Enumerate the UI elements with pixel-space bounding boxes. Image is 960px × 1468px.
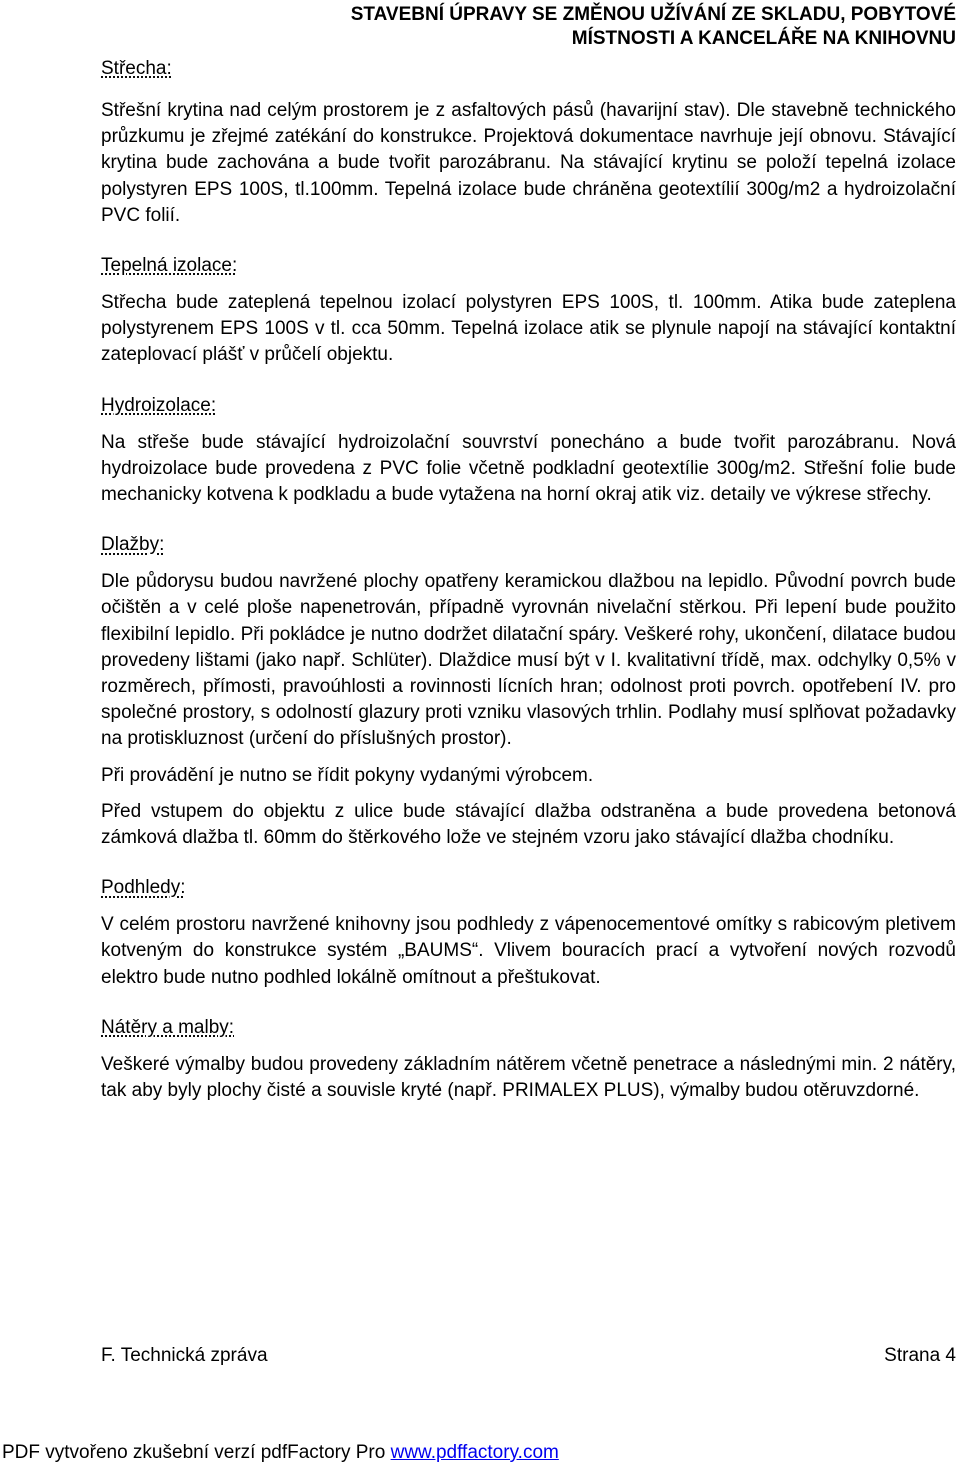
section-text-podhledy: V celém prostoru navržené knihovny jsou podhledy z vápenocementové omítky s rabicovým pletivem kotveným do konstrukce systém „BAUMS“. Vlivem bouracích prací a vytvoření nových rozvodů elektro bude nutno podhled lokálně omítnout a přeštukovat.: [101, 914, 956, 988]
document-header: [196, 3, 956, 51]
pdf-creator-link[interactable]: www.pdffactory.com: [390, 1442, 559, 1463]
section-heading-natery: Nátěry a malby:: [101, 1016, 235, 1038]
section-heading-dlazby: Dlažby:: [101, 534, 165, 556]
footer-document-name: F. Technická zpráva: [101, 1345, 268, 1366]
header-title-line-1: STAVEBNÍ ÚPRAVY SE ZMĚNOU UŽÍVÁNÍ ZE SKLADU, POBYTOVÉ: [350, 4, 956, 25]
section-heading-hydroizolace: Hydroizolace:: [101, 394, 217, 416]
section-text-hydroizolace: Na střeše bude stávající hydroizolační souvrství ponecháno a bude tvořit parozábranu. Nová hydroizolace bude provedena z PVC folie včetně podkladní geotextílie 300g/m2. Střešní folie bude mechanicky kotvena k podkladu a bude vytažena na horní okraj atik viz. detaily ve výkrese střechy.: [101, 431, 956, 506]
header-title-line-2: MÍSTNOSTI A KANCELÁŘE NA KNIHOVNU: [571, 28, 956, 49]
section-text-dlazby-3: Před vstupem do objektu z ulice bude stávající dlažba odstraněna a bude provedena betonová zámková dlažba tl. 60mm do štěrkového lože ve stejném vzoru jako stávající dlažba chodníku.: [101, 800, 956, 849]
section-heading-tepelna-izolace: Tepelná izolace:: [101, 255, 238, 277]
section-heading-podhledy: Podhledy:: [101, 877, 186, 899]
section-text-natery: Veškeré výmalby budou provedeny základním nátěrem včetně penetrace a následnými min. 2 nátěry, tak aby byly plochy čisté a souvisle kryté (např. PRIMALEX PLUS), výmalby budou otěruvzdorné.: [101, 1053, 956, 1102]
footer-page-number: Strana 4: [884, 1345, 956, 1366]
section-text-strecha: Střešní krytina nad celým prostorem je z asfaltových pásů (havarijní stav). Dle stavebně technického průzkumu je zřejmé zatékání do konstrukce. Projektová dokumentace navrhuje její obnovu. Stávající krytina bude zachována a bude tvořit parozábranu. Na stávající krytinu se položí tepelná izolace polystyren EPS 100S, tl.100mm. Tepelná izolace bude chráněna geotextílií 300g/m2 a hydroizolační PVC folií.: [101, 100, 956, 226]
section-heading-strecha: Střecha:: [101, 58, 172, 79]
section-text-dlazby-2: Při provádění je nutno se řídit pokyny vydanými výrobcem.: [101, 764, 594, 786]
section-text-tepelna-izolace: Střecha bude zateplená tepelnou izolací polystyren EPS 100S, tl. 100mm. Atika bude zateplena polystyrenem EPS 100S v tl. cca 50mm. Tepelná izolace atik se plynule napojí na stávající kontaktní zateplovací plášť v průčelí objektu.: [101, 292, 956, 366]
section-text-dlazby-1: Dle půdorysu budou navržené plochy opatřeny keramickou dlažbou na lepidlo. Původní povrch bude očištěn a v celé ploše napenetrován, případně vyrovnán nivelační stěrkou. Při lepení bude použito flexibilní lepidlo. Při pokládce je nutno dodržet dilatační spáry. Veškeré rohy, ukončení, dilatace budou provedeny lištami (jako např. Schlüter). Dlaždice musí být v I. kvalitativní třídě, max. odchylky 0,5% v rozměrech, přímosti, pravoúhlosti a rovinnosti lícních hran; odolnost proti povrch. opotřebení IV. pro společné prostory, s odolností glazury proti vzniku vlasových trhlin. Podlahy musí splňovat požadavky na protiskluznost (určení do příslušných prostor).: [101, 571, 956, 750]
pdf-creator-note: [2, 1440, 559, 1466]
pdf-creator-text: PDF vytvořeno zkušební verzí pdfFactory Pro: [2, 1442, 391, 1463]
document-body: [101, 56, 956, 1104]
